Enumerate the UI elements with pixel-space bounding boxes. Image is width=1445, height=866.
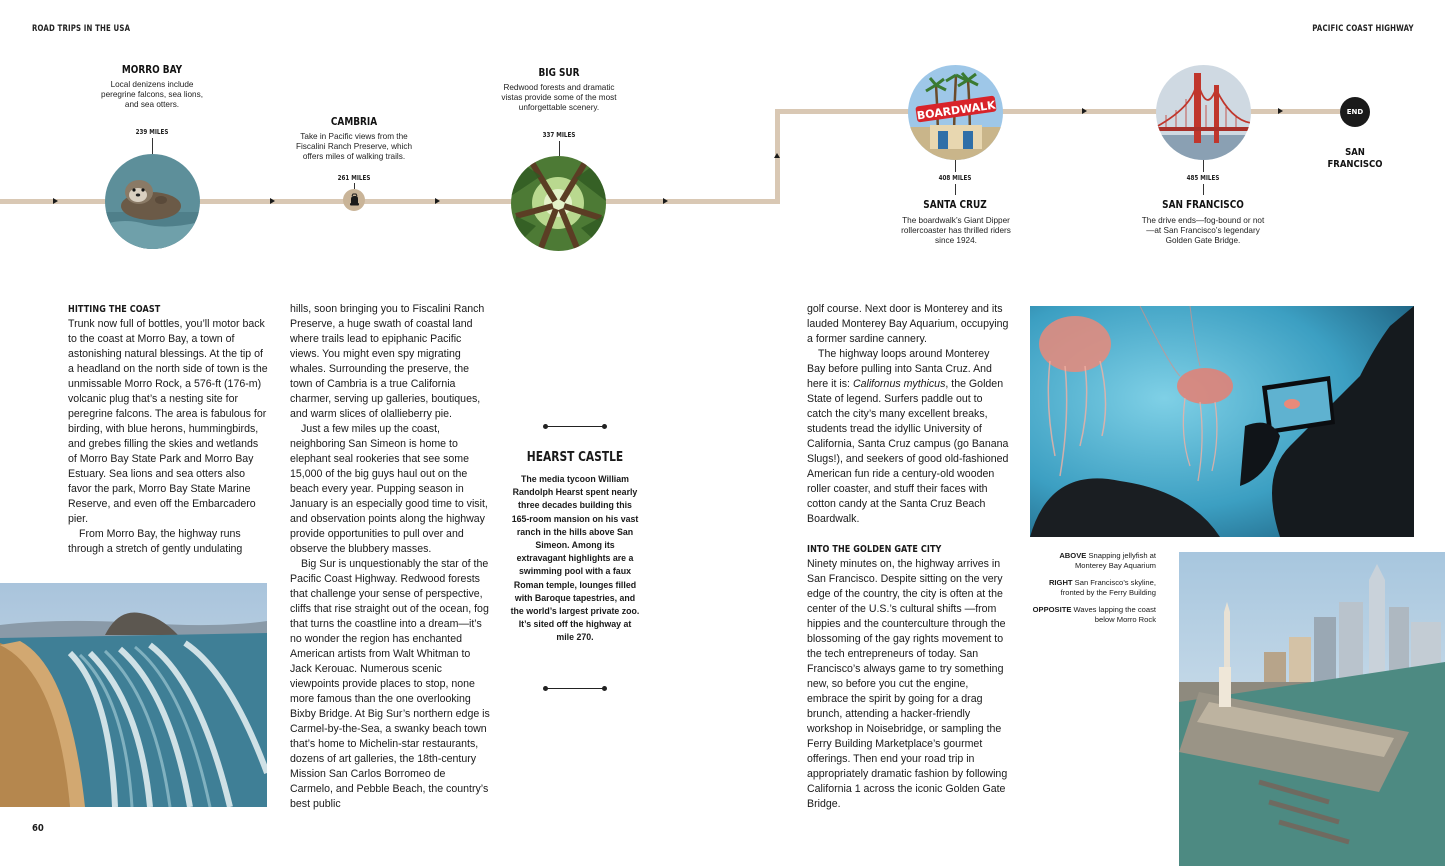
san-francisco-skyline-photo [1179, 552, 1445, 866]
body-paragraph: From Morro Bay, the highway runs through a stretch of gently undulating [68, 528, 243, 555]
morro-rock-coast-photo [0, 583, 267, 807]
stop-desc-san-francisco: The drive ends—fog-bound or not—at San Francisco’s legendary Golden Gate Bridge. [1141, 216, 1265, 245]
stop-tick [559, 141, 560, 156]
stop-desc-cambria: Take in Pacific views from the Fiscalini Ranch Preserve, which offers miles of walking trails. [295, 132, 413, 161]
body-paragraph: golf course. Next door is Monterey and its lauded Monterey Bay Aquarium, occupying a former sardine cannery. [807, 303, 1009, 345]
article-column-3 [807, 302, 1010, 812]
stop-title-big-sur: BIG SUR [538, 67, 580, 79]
caption-opposite: OPPOSITE Waves lapping the coast below Morro Rock [1032, 605, 1156, 624]
page-number: 60 [32, 823, 44, 834]
boardwalk-photo [908, 65, 1003, 160]
stop-miles-big-sur: 337 MILES [542, 131, 576, 139]
caption-right: RIGHT San Francisco’s skyline, fronted by the Ferry Building [1048, 578, 1156, 597]
end-badge: END [1340, 97, 1370, 127]
stop-title-cambria: CAMBRIA [330, 116, 378, 128]
route-arrow [53, 198, 58, 204]
sidebar-rule-top [545, 426, 605, 427]
stop-desc-morro-bay: Local denizens include peregrine falcons, sea lions, and sea otters. [101, 80, 203, 109]
stop-miles-san-francisco: 485 MILES [1186, 174, 1220, 182]
stop-title-morro-bay: MORRO BAY [121, 64, 183, 76]
sea-otter-photo [105, 154, 200, 249]
article-column-1 [68, 302, 268, 557]
body-paragraph: The highway loops around Monterey Bay before pulling into Santa Cruz. And here it is: Californus mythicus, the Golden State of legend. Surfers paddle out to catch the city’s many excellent breaks, students tread the idyllic University of California, Santa Cruz campus (go Banana Slugs!), and seekers of good old-fashioned American fun ride a century-old wooden roller coaster, and stuff their faces with cotton candy at the Santa Cruz Beach Boardwalk. [807, 348, 1009, 525]
stop-miles-morro-bay: 239 MILES [135, 128, 169, 136]
jellyfish-aquarium-photo [1030, 306, 1414, 537]
route-arrow [435, 198, 440, 204]
subhead-hitting-the-coast: HITTING THE COAST [68, 304, 161, 315]
sidebar-title: HEARST CASTLE [526, 450, 624, 465]
stop-miles-cambria: 261 MILES [337, 174, 371, 182]
stop-tick [1203, 160, 1204, 172]
stop-title-san-francisco: SAN FRANCISCO [1162, 199, 1244, 211]
hiker-icon [343, 189, 365, 211]
body-paragraph: hills, soon bringing you to Fiscalini Ranch Preserve, a huge swath of coastal land where trails lead to epiphanic Pacific views. You might even spy migrating whales. Surrounding the preserve, the town of Cambria is a true California charmer, serving up galleries, boutiques, and warm slices of olallieberry pie. [290, 303, 485, 420]
route-arrow [1278, 108, 1283, 114]
body-paragraph: Just a few miles up the coast, neighboring San Simeon is home to elephant seal rookeries that see some 15,000 of the big guys haul out on the beach every year. Pupping season in January is an especially good time to visit, and observation points along the highway provide opportunities to pull over and observe the blubbery masses. [290, 423, 488, 555]
end-label: SAN FRANCISCO [1327, 147, 1383, 170]
body-paragraph: Trunk now full of bottles, you’ll motor back to the coast at Morro Bay, a town of astonishing natural blessings. At the tip of a headland on the north side of town is the unmissable Morro Rock, a 576-ft (176-m) volcanic plug that’s a nesting site for peregrine falcons. The area is fabulous for birding, with blue herons, hummingbirds, and grebes filling the skies and wetlands of Morro Bay State Park and Morro Bay Estuary. Sea lions and sea otters also favor the park, Morro Bay State Marine Reserve, and even off the Embarcadero pier. [68, 318, 268, 525]
body-paragraph: Ninety minutes on, the highway arrives in San Francisco. Despite sitting on the very edge of the country, the city is often at the center of the U.S.’s cultural shifts —from hippies and the counterculture through the blossoming of the gay rights movement to the tech entrepreneurs of today. San Francisco’s always game to try something new, so before you cut the engine, embrace the spirit by going for a drag brunch, attending a hacker-friendly workshop in Noisebridge, or sampling the Ferry Building Marketplace’s gourmet offerings. Then end your road trip in appropriately dramatic fashion by following California 1 across the iconic Golden Gate Bridge. [807, 558, 1008, 810]
route-arrow [270, 198, 275, 204]
stop-desc-santa-cruz: The boardwalk’s Giant Dipper rollercoaster has thrilled riders since 1924. [901, 216, 1011, 245]
caption-above: ABOVE Snapping jellyfish at Monterey Bay Aquarium [1059, 551, 1156, 570]
stop-tick [152, 138, 153, 154]
stop-desc-big-sur: Redwood forests and dramatic vistas provide some of the most unforgettable scenery. [501, 83, 617, 112]
running-head-left: ROAD TRIPS IN THE USA [32, 24, 131, 34]
sidebar-hearst-castle [510, 450, 640, 645]
route-arrow [663, 198, 668, 204]
stop-miles-santa-cruz: 408 MILES [938, 174, 972, 182]
route-arrow-up [774, 153, 780, 158]
stop-tick [955, 184, 956, 195]
photo-captions [1030, 551, 1156, 632]
body-paragraph: Big Sur is unquestionably the star of the Pacific Coast Highway. Redwood forests that challenge your sense of perspective, cliffs that rise straight out of the ocean, fog that turns the coastline into a dream—it’s no wonder the region has enchanted American artists from Walt Whitman to Jack Kerouac. Numerous scenic viewpoints provide places to stop, none more famous than the one overlooking Bixby Bridge. At Big Sur’s northern edge is Carmel-by-the-Sea, a swanky beach town that’s home to Michelin-star restaurants, dozens of art galleries, the 18th-century Mission San Carlos Borromeo de Carmelo, and Pebble Beach, the country’s best public [290, 558, 490, 810]
boardwalk-sign-text: BOARDWALK [916, 98, 997, 123]
article-column-2 [290, 302, 490, 812]
route-arrow [1082, 108, 1087, 114]
subhead-golden-gate-city: INTO THE GOLDEN GATE CITY [807, 544, 942, 555]
sidebar-body: The media tycoon William Randolph Hearst spent nearly three decades building this 165-room mansion on his vast ranch in the hills above San Simeon. Among its extravagant highlights are a swimming pool with a faux Roman temple, lounges filled with Baroque tapestries, and the world’s largest private zoo. It’s sited off the highway at mile 270. [510, 474, 640, 643]
stop-title-santa-cruz: SANTA CRUZ [923, 199, 987, 211]
redwood-canopy-photo [511, 156, 606, 251]
golden-gate-photo [1156, 65, 1251, 160]
running-head-right: PACIFIC COAST HIGHWAY [1312, 24, 1414, 34]
stop-tick [955, 160, 956, 172]
route-line-upper [775, 109, 1340, 114]
stop-tick [1203, 184, 1204, 195]
italic-phrase: Californus mythicus [852, 378, 946, 390]
sidebar-rule-bottom [545, 688, 605, 689]
